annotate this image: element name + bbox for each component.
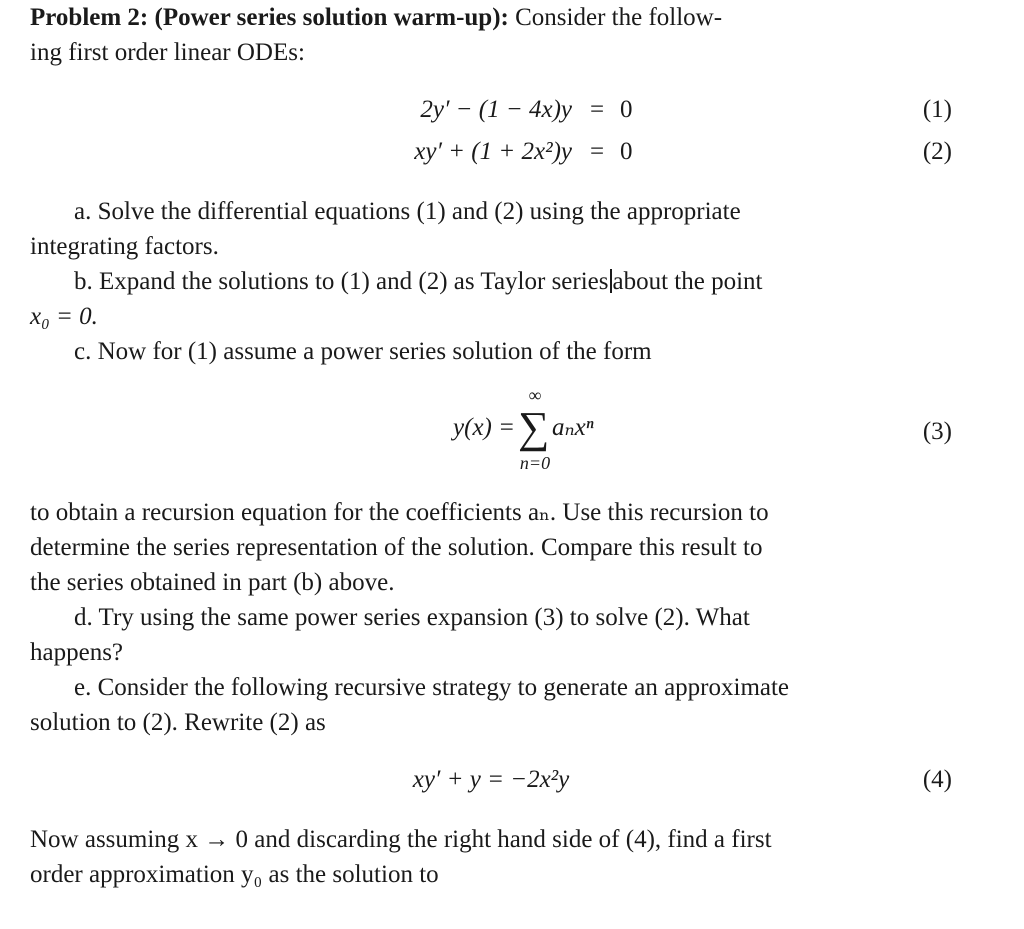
equation-2-rhs: 0 — [620, 138, 633, 165]
equation-1-rel: = — [590, 96, 605, 123]
equation-4-expr: xy′ + y = −2x²y — [412, 766, 570, 793]
part-b-line-1 — [74, 264, 762, 299]
equation-1-number: (1) — [922, 96, 952, 123]
equation-3 — [390, 386, 650, 476]
part-c-after-line-1: to obtain a recursion equation for the coefficients aₙ. Use this recursion to — [30, 499, 769, 526]
part-d-line-1: d. Try using the same power series expansion (3) to solve (2). What — [74, 604, 750, 631]
part-a-line-2: integrating factors. — [30, 233, 219, 260]
equation-1-rhs: 0 — [620, 96, 633, 123]
problem-intro-2: ing first order linear ODEs: — [30, 39, 305, 66]
equation-1 — [30, 92, 952, 128]
text-cursor — [610, 269, 612, 293]
problem-label: Problem 2: — [30, 4, 149, 31]
equation-2 — [30, 134, 952, 170]
part-d-line-2: happens? — [30, 639, 124, 666]
part-a-line-1: a. Solve the differential equations (1) and (2) using the appropriate — [74, 198, 741, 225]
problem-title: (Power series solution warm-up): — [154, 4, 509, 31]
equation-2-rel: = — [590, 138, 605, 165]
part-b-text-pre: b. Expand the solutions to (1) and (2) as Taylor series — [74, 268, 609, 295]
equation-2-lhs: xy′ + (1 + 2x²)y — [414, 138, 572, 165]
problem-intro-1: Consider the follow- — [515, 4, 723, 31]
equation-3-number: (3) — [922, 418, 952, 445]
final-line-2: order approximation y₀ as the solution to — [30, 861, 439, 888]
equation-4 — [30, 762, 952, 798]
summation-sign: ∑ — [518, 403, 550, 452]
equation-1-lhs: 2y′ − (1 − 4x)y — [420, 96, 572, 123]
final-line-1: Now assuming x → 0 and discarding the right hand side of (4), find a first — [30, 826, 772, 853]
part-c-after-line-2: determine the series representation of the solution. Compare this result to — [30, 534, 763, 561]
equation-3-term: aₙxⁿ — [552, 414, 594, 441]
equation-2-number: (2) — [922, 138, 952, 165]
equation-4-number: (4) — [922, 766, 952, 793]
part-b-line-2: x₀ = 0. — [30, 303, 98, 330]
summation-upper-limit: ∞ — [528, 385, 542, 405]
part-c-line-1: c. Now for (1) assume a power series solution of the form — [74, 338, 652, 365]
part-e-line-1: e. Consider the following recursive strategy to generate an approximate — [74, 674, 790, 701]
part-e-line-2: solution to (2). Rewrite (2) as — [30, 709, 326, 736]
equation-3-lhs: y(x) = — [453, 414, 515, 441]
summation-lower-limit: n=0 — [519, 453, 551, 473]
problem-heading-line — [30, 0, 952, 36]
part-b-text-post: about the point — [612, 268, 763, 295]
part-c-after-line-3: the series obtained in part (b) above. — [30, 569, 395, 596]
